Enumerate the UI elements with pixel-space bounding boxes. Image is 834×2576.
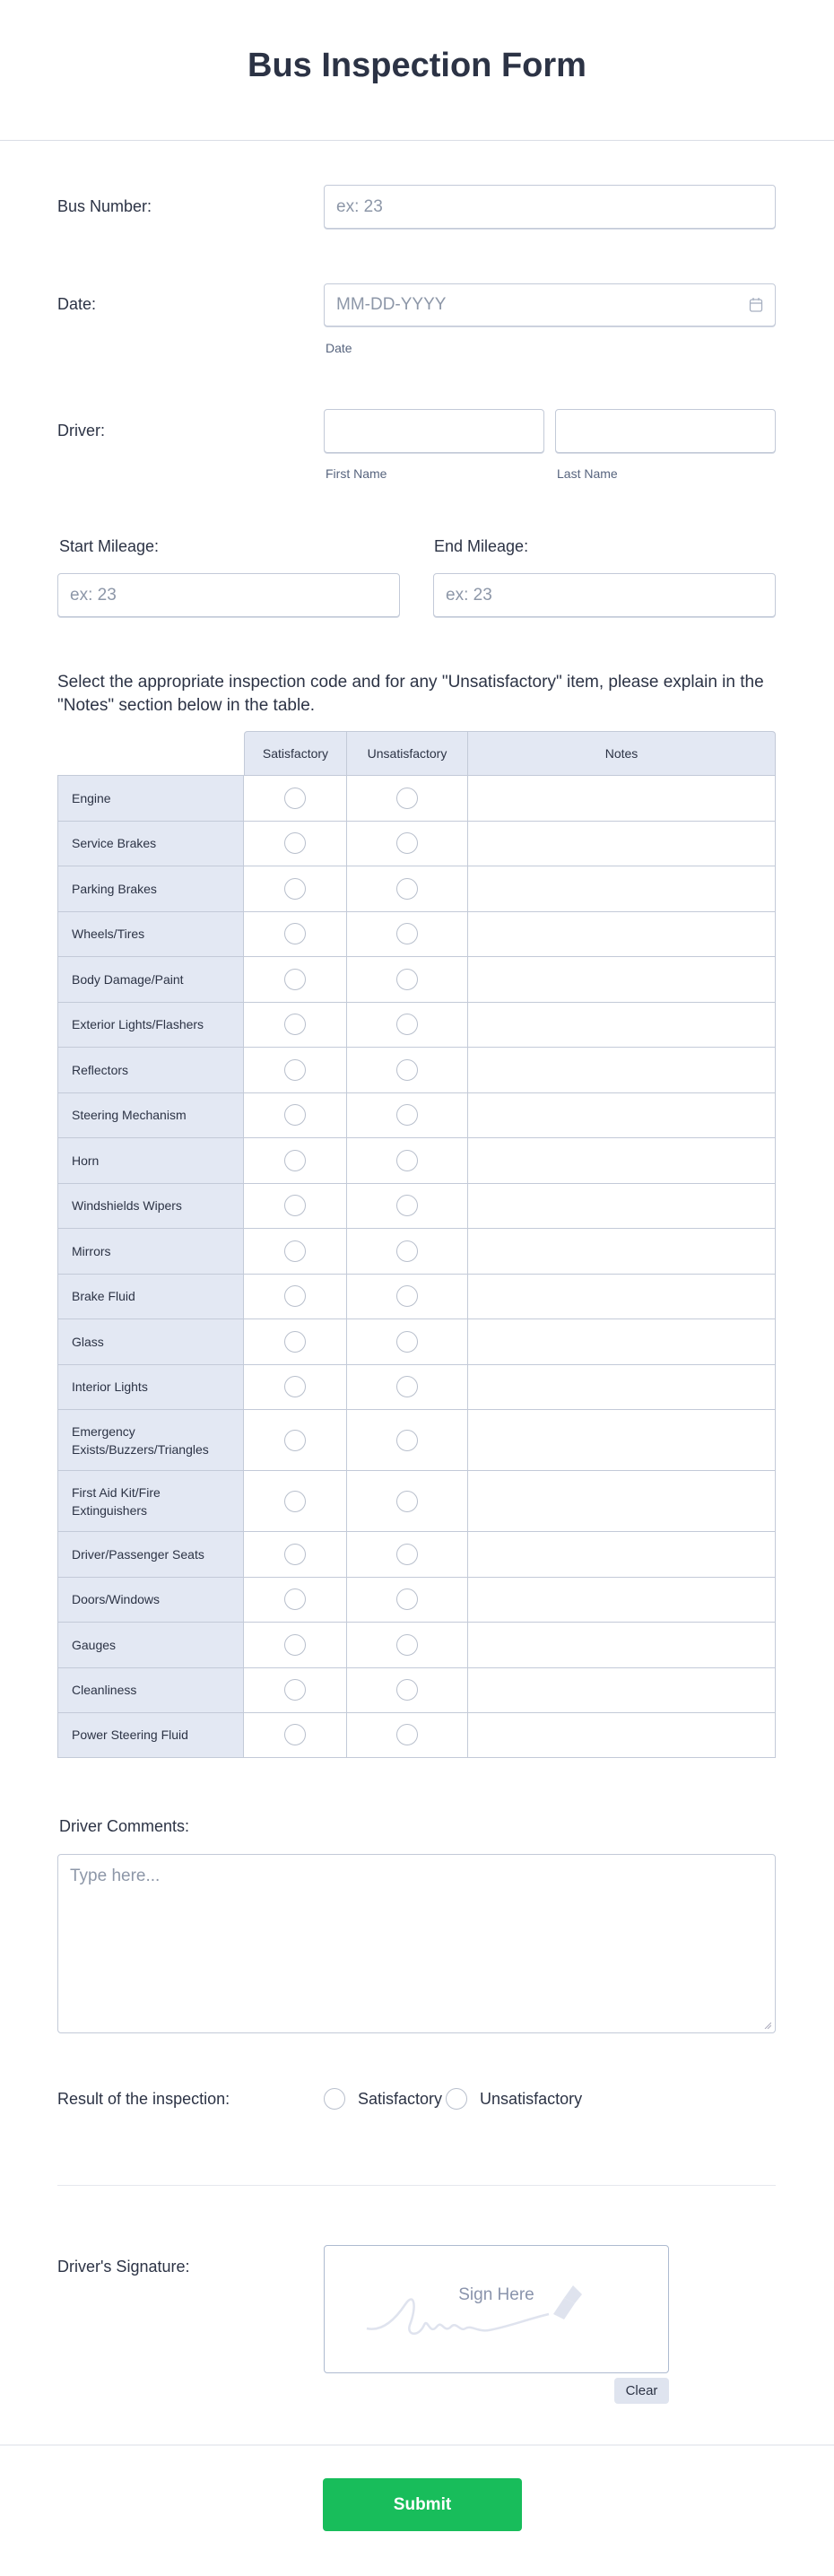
unsatisfactory-radio[interactable] [396, 1195, 418, 1216]
result-satisfactory-label[interactable]: Satisfactory [358, 2089, 443, 2108]
row-label: Wheels/Tires [57, 911, 244, 957]
row-label: Doors/Windows [57, 1577, 244, 1623]
notes-cell[interactable] [468, 1274, 776, 1319]
table-row [57, 1364, 776, 1410]
inspection-table [57, 731, 776, 1758]
start-mileage-placeholder: ex: 23 [70, 585, 117, 605]
notes-cell[interactable] [468, 1318, 776, 1364]
satisfactory-radio[interactable] [284, 969, 306, 990]
inspection-instructions: Select the appropriate inspection code and for any "Unsatisfactory" item, please explain in the "Notes" section below in the table. [57, 673, 764, 715]
unsatisfactory-cell [347, 1047, 468, 1092]
row-label: Parking Brakes [57, 866, 244, 911]
table-row [57, 1002, 776, 1048]
satisfactory-radio[interactable] [284, 1430, 306, 1451]
satisfactory-cell [244, 1228, 347, 1274]
satisfactory-radio[interactable] [284, 1724, 306, 1745]
table-row [57, 1047, 776, 1092]
satisfactory-cell [244, 866, 347, 911]
resize-handle-icon[interactable] [764, 2022, 771, 2029]
satisfactory-cell [244, 1667, 347, 1713]
satisfactory-radio[interactable] [284, 1285, 306, 1307]
satisfactory-cell [244, 1622, 347, 1667]
signature-pad[interactable] [324, 2245, 669, 2373]
table-row [57, 1137, 776, 1183]
unsatisfactory-cell [347, 1409, 468, 1470]
last-name-input[interactable] [555, 409, 776, 453]
result-label: Result of the inspection: [57, 2090, 230, 2108]
table-row [57, 1228, 776, 1274]
column-header-notes: Notes [468, 731, 776, 775]
table-row [57, 1274, 776, 1319]
row-label: Steering Mechanism [57, 1092, 244, 1138]
bus-number-placeholder: ex: 23 [336, 196, 383, 216]
calendar-icon[interactable] [749, 297, 763, 313]
satisfactory-radio[interactable] [284, 832, 306, 854]
unsatisfactory-radio[interactable] [396, 832, 418, 854]
unsatisfactory-cell [347, 1002, 468, 1048]
unsatisfactory-radio[interactable] [396, 969, 418, 990]
satisfactory-cell [244, 775, 347, 821]
satisfactory-radio[interactable] [284, 1150, 306, 1171]
table-row [57, 1092, 776, 1138]
satisfactory-radio[interactable] [284, 1195, 306, 1216]
satisfactory-radio[interactable] [284, 1240, 306, 1262]
header-divider [0, 140, 834, 141]
unsatisfactory-radio[interactable] [396, 1150, 418, 1171]
signature-label: Driver's Signature: [57, 2258, 190, 2276]
notes-cell[interactable] [468, 1228, 776, 1274]
unsatisfactory-cell [347, 821, 468, 866]
unsatisfactory-radio[interactable] [396, 1104, 418, 1126]
satisfactory-radio[interactable] [284, 1014, 306, 1035]
end-mileage-label: End Mileage: [434, 537, 529, 555]
row-label: Cleanliness [57, 1667, 244, 1713]
unsatisfactory-cell [347, 1092, 468, 1138]
row-label: First Aid Kit/Fire Extinguishers [57, 1470, 244, 1531]
satisfactory-cell [244, 1712, 347, 1758]
row-label: Exterior Lights/Flashers [57, 1002, 244, 1048]
satisfactory-cell [244, 1183, 347, 1229]
unsatisfactory-radio[interactable] [396, 1331, 418, 1353]
result-unsatisfactory-label[interactable]: Unsatisfactory [480, 2089, 583, 2108]
unsatisfactory-cell [347, 1667, 468, 1713]
unsatisfactory-radio[interactable] [396, 1491, 418, 1512]
result-radio-group [324, 2088, 582, 2110]
unsatisfactory-cell [347, 1318, 468, 1364]
unsatisfactory-radio[interactable] [396, 1285, 418, 1307]
notes-cell[interactable] [468, 911, 776, 957]
row-label: Horn [57, 1137, 244, 1183]
notes-cell[interactable] [468, 1092, 776, 1138]
notes-cell[interactable] [468, 956, 776, 1002]
unsatisfactory-cell [347, 1622, 468, 1667]
table-row [57, 866, 776, 911]
satisfactory-radio[interactable] [284, 1679, 306, 1701]
notes-cell[interactable] [468, 1667, 776, 1713]
comments-label: Driver Comments: [59, 1817, 190, 1835]
satisfactory-cell [244, 1577, 347, 1623]
notes-cell[interactable] [468, 1470, 776, 1531]
row-label: Gauges [57, 1622, 244, 1667]
satisfactory-cell [244, 1092, 347, 1138]
unsatisfactory-cell [347, 911, 468, 957]
unsatisfactory-cell [347, 866, 468, 911]
satisfactory-radio[interactable] [284, 1331, 306, 1353]
unsatisfactory-radio[interactable] [396, 1544, 418, 1565]
signature-scribble-icon [365, 2282, 589, 2345]
table-row [57, 956, 776, 1002]
satisfactory-cell [244, 1274, 347, 1319]
table-row [57, 1470, 776, 1531]
unsatisfactory-radio[interactable] [396, 1588, 418, 1610]
first-name-input[interactable] [324, 409, 544, 453]
satisfactory-cell [244, 1470, 347, 1531]
start-mileage-input[interactable] [57, 573, 400, 617]
satisfactory-radio[interactable] [284, 1634, 306, 1656]
satisfactory-cell [244, 1364, 347, 1410]
satisfactory-radio[interactable] [284, 1376, 306, 1397]
table-row [57, 1622, 776, 1667]
notes-cell[interactable] [468, 1183, 776, 1229]
satisfactory-radio[interactable] [284, 1059, 306, 1081]
unsatisfactory-cell [347, 1364, 468, 1410]
unsatisfactory-radio[interactable] [396, 1634, 418, 1656]
unsatisfactory-cell [347, 1712, 468, 1758]
unsatisfactory-cell [347, 1470, 468, 1531]
table-row [57, 775, 776, 821]
row-label: Reflectors [57, 1047, 244, 1092]
date-input[interactable] [324, 283, 776, 326]
unsatisfactory-radio[interactable] [396, 1430, 418, 1451]
satisfactory-radio[interactable] [284, 878, 306, 900]
unsatisfactory-radio[interactable] [396, 1240, 418, 1262]
satisfactory-cell [244, 911, 347, 957]
end-mileage-placeholder: ex: 23 [446, 585, 492, 605]
unsatisfactory-radio[interactable] [396, 878, 418, 900]
satisfactory-radio[interactable] [284, 1588, 306, 1610]
start-mileage-label: Start Mileage: [59, 537, 160, 555]
footer-divider [0, 2444, 834, 2446]
notes-cell[interactable] [468, 1137, 776, 1183]
unsatisfactory-cell [347, 1137, 468, 1183]
driver-label: Driver: [57, 422, 105, 439]
unsatisfactory-cell [347, 1531, 468, 1577]
clear-signature-button[interactable]: Clear [614, 2378, 669, 2404]
unsatisfactory-cell [347, 1274, 468, 1319]
unsatisfactory-cell [347, 1577, 468, 1623]
row-label: Engine [57, 775, 244, 821]
unsatisfactory-radio[interactable] [396, 1724, 418, 1745]
satisfactory-radio[interactable] [284, 1544, 306, 1565]
notes-cell[interactable] [468, 1364, 776, 1410]
row-label: Body Damage/Paint [57, 956, 244, 1002]
table-row [57, 1409, 776, 1470]
row-label: Service Brakes [57, 821, 244, 866]
notes-cell[interactable] [468, 1002, 776, 1048]
notes-cell[interactable] [468, 775, 776, 821]
table-row [57, 911, 776, 957]
notes-cell[interactable] [468, 866, 776, 911]
satisfactory-cell [244, 1409, 347, 1470]
row-label: Interior Lights [57, 1364, 244, 1410]
table-row [57, 1667, 776, 1713]
table-row [57, 1318, 776, 1364]
satisfactory-cell [244, 1137, 347, 1183]
unsatisfactory-radio[interactable] [396, 1014, 418, 1035]
result-unsatisfactory-radio[interactable] [446, 2088, 467, 2110]
bus-number-input[interactable] [324, 185, 776, 229]
first-name-sublabel: First Name [326, 466, 387, 481]
notes-cell[interactable] [468, 1531, 776, 1577]
satisfactory-radio[interactable] [284, 1104, 306, 1126]
unsatisfactory-radio[interactable] [396, 923, 418, 944]
signature-placeholder: Sign Here [458, 2285, 534, 2304]
column-header-unsatisfactory: Unsatisfactory [347, 731, 468, 775]
notes-cell[interactable] [468, 1047, 776, 1092]
end-mileage-input[interactable] [433, 573, 776, 617]
bus-number-label: Bus Number: [57, 197, 152, 215]
unsatisfactory-cell [347, 1228, 468, 1274]
satisfactory-cell [244, 821, 347, 866]
last-name-sublabel: Last Name [557, 466, 618, 481]
row-label: Power Steering Fluid [57, 1712, 244, 1758]
result-satisfactory-radio[interactable] [324, 2088, 345, 2110]
unsatisfactory-radio[interactable] [396, 1059, 418, 1081]
satisfactory-cell [244, 1002, 347, 1048]
corner-cell [57, 731, 244, 775]
comments-placeholder: Type here... [70, 1867, 161, 1885]
notes-cell[interactable] [468, 821, 776, 866]
satisfactory-cell [244, 1531, 347, 1577]
table-row [57, 821, 776, 866]
satisfactory-cell [244, 956, 347, 1002]
row-label: Brake Fluid [57, 1274, 244, 1319]
row-label: Emergency Exists/Buzzers/Triangles [57, 1409, 244, 1470]
date-sublabel: Date [326, 341, 352, 355]
submit-button[interactable]: Submit [323, 2478, 522, 2531]
notes-cell[interactable] [468, 1577, 776, 1623]
section-divider [57, 2185, 776, 2186]
notes-cell[interactable] [468, 1409, 776, 1470]
unsatisfactory-radio[interactable] [396, 1679, 418, 1701]
satisfactory-cell [244, 1047, 347, 1092]
form-title: Bus Inspection Form [248, 47, 586, 84]
satisfactory-radio[interactable] [284, 788, 306, 809]
row-label: Mirrors [57, 1228, 244, 1274]
date-label: Date: [57, 295, 97, 313]
unsatisfactory-cell [347, 1183, 468, 1229]
satisfactory-radio[interactable] [284, 1491, 306, 1512]
row-label: Glass [57, 1318, 244, 1364]
column-header-satisfactory: Satisfactory [244, 731, 347, 775]
row-label: Driver/Passenger Seats [57, 1531, 244, 1577]
table-row [57, 1531, 776, 1577]
notes-cell[interactable] [468, 1622, 776, 1667]
comments-textarea[interactable] [57, 1854, 776, 2033]
unsatisfactory-cell [347, 956, 468, 1002]
date-placeholder: MM-DD-YYYY [336, 295, 447, 314]
unsatisfactory-cell [347, 775, 468, 821]
table-row [57, 1577, 776, 1623]
satisfactory-cell [244, 1318, 347, 1364]
row-label: Windshields Wipers [57, 1183, 244, 1229]
unsatisfactory-radio[interactable] [396, 788, 418, 809]
notes-cell[interactable] [468, 1712, 776, 1758]
unsatisfactory-radio[interactable] [396, 1376, 418, 1397]
table-row [57, 1183, 776, 1229]
satisfactory-radio[interactable] [284, 923, 306, 944]
table-row [57, 1712, 776, 1758]
